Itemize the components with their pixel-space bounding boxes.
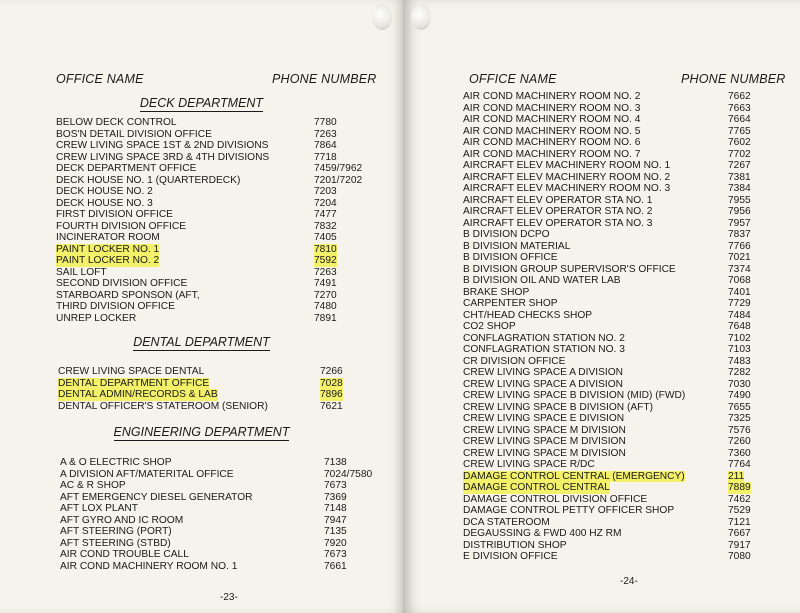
dental-department-list — [58, 366, 388, 412]
office-name: AIR COND MACHINERY ROOM NO. 1 — [60, 560, 238, 572]
phone-number: 7702 — [728, 148, 751, 160]
list-item — [58, 389, 388, 401]
office-name: AC & R SHOP — [60, 480, 126, 491]
phone-number-header: PHONE NUMBER — [681, 72, 786, 86]
office-name: AIRCRAFT ELEV OPERATOR STA NO. 3 — [463, 217, 653, 229]
list-item — [56, 186, 386, 198]
office-name: B DIVISION MATERIAL — [463, 240, 571, 252]
phone-number: 7135 — [324, 526, 347, 537]
phone-number: 7263 — [314, 128, 337, 140]
list-item — [463, 540, 793, 552]
list-item — [463, 298, 793, 310]
office-name: PAINT LOCKER NO. 1 — [56, 243, 160, 255]
office-name: SECOND DIVISION OFFICE — [56, 278, 188, 289]
phone-number: 7673 — [324, 480, 347, 491]
list-item — [463, 448, 793, 460]
phone-number: 7325 — [728, 413, 751, 424]
phone-number: 7462 — [728, 493, 751, 505]
phone-number: 7490 — [728, 390, 751, 401]
office-name: DAMAGE CONTROL CENTRAL — [463, 482, 610, 493]
office-name: INCINERATOR ROOM — [56, 232, 160, 243]
phone-number: 7021 — [728, 252, 751, 263]
phone-number: 7080 — [728, 551, 751, 562]
phone-number: 7810 — [314, 243, 337, 255]
list-item — [56, 301, 386, 313]
office-name-header: OFFICE NAME — [56, 72, 144, 86]
office-name: FIRST DIVISION OFFICE — [56, 209, 173, 220]
phone-number: 7148 — [324, 503, 347, 514]
list-item — [463, 206, 793, 218]
list-item — [60, 492, 390, 504]
phone-number: 7655 — [728, 401, 751, 413]
list-item — [463, 264, 793, 276]
list-item — [463, 172, 793, 184]
binding-hole — [411, 4, 431, 30]
phone-number: 7369 — [324, 491, 347, 503]
office-name: AIR COND MACHINERY ROOM NO. 6 — [463, 137, 641, 148]
phone-number: 7102 — [728, 332, 751, 344]
office-name: DISTRIBUTION SHOP — [463, 539, 567, 551]
list-item — [463, 356, 793, 368]
phone-number: 7204 — [314, 197, 337, 209]
list-item — [463, 229, 793, 241]
office-name: DAMAGE CONTROL CENTRAL (EMERGENCY) — [463, 470, 685, 482]
office-name: CONFLAGRATION STATION NO. 3 — [463, 344, 625, 355]
deck-department-heading — [0, 96, 403, 110]
phone-number: 211 — [728, 470, 745, 482]
office-phone-list — [463, 91, 793, 563]
page-number-left: -23- — [220, 592, 238, 603]
office-name: B DIVISION OIL AND WATER LAB — [463, 275, 621, 286]
office-name: DENTAL OFFICER'S STATEROOM (SENIOR) — [58, 400, 268, 412]
phone-number: 7891 — [314, 312, 337, 324]
office-name: CREW LIVING SPACE E DIVISION — [463, 413, 625, 424]
list-item — [56, 117, 386, 129]
office-name: DECK DEPARTMENT OFFICE — [56, 163, 197, 174]
phone-number-header: PHONE NUMBER — [272, 72, 377, 86]
office-name: UNREP LOCKER — [56, 312, 137, 324]
list-item — [463, 333, 793, 345]
office-name: STARBOARD SPONSON (AFT, — [56, 289, 200, 301]
phone-number: 7203 — [314, 186, 337, 197]
office-name: AIRCRAFT ELEV MACHINERY ROOM NO. 1 — [463, 160, 671, 171]
phone-number: 7030 — [728, 378, 751, 390]
office-name: E DIVISION OFFICE — [463, 551, 558, 562]
office-name: CREW LIVING SPACE B DIVISION (AFT) — [463, 401, 653, 413]
office-name: AIRCRAFT ELEV OPERATOR STA NO. 2 — [463, 206, 653, 217]
office-name: DCA STATEROOM — [463, 516, 550, 528]
phone-number: 7068 — [728, 275, 751, 286]
list-item — [60, 480, 390, 492]
list-item — [463, 137, 793, 149]
phone-number: 7374 — [728, 263, 751, 275]
phone-number: 7263 — [314, 266, 337, 278]
phone-number: 7832 — [314, 220, 337, 232]
phone-number: 7661 — [324, 560, 347, 572]
list-item — [60, 538, 390, 550]
list-item — [463, 310, 793, 322]
phone-number: 7602 — [728, 137, 751, 148]
phone-number: 7529 — [728, 505, 751, 516]
list-item — [56, 255, 386, 267]
phone-number: 7957 — [728, 217, 751, 229]
phone-number: 7764 — [728, 459, 751, 470]
phone-number: 7663 — [728, 102, 751, 114]
phone-number: 7360 — [728, 447, 751, 459]
office-name: DENTAL DEPARTMENT OFFICE — [58, 377, 210, 389]
list-item — [56, 198, 386, 210]
list-item — [463, 402, 793, 414]
list-item — [463, 126, 793, 138]
office-name: AFT EMERGENCY DIESEL GENERATOR — [60, 491, 253, 503]
office-name: DAMAGE CONTROL DIVISION OFFICE — [463, 493, 648, 505]
list-item — [56, 244, 386, 256]
list-item — [56, 232, 386, 244]
phone-number: 7780 — [314, 117, 337, 128]
list-item — [463, 103, 793, 115]
office-name: AFT STEERING (PORT) — [60, 526, 172, 537]
list-item — [463, 275, 793, 287]
office-name: CREW LIVING SPACE 1ST & 2ND DIVISIONS — [56, 140, 269, 151]
right-page — [403, 0, 800, 613]
office-name: A DIVISION AFT/MATERITAL OFFICE — [60, 468, 234, 480]
phone-number: 7381 — [728, 171, 751, 183]
office-name: AIRCRAFT ELEV MACHINERY ROOM NO. 2 — [463, 171, 671, 183]
phone-number: 7662 — [728, 91, 751, 102]
deck-department-list — [56, 117, 386, 324]
phone-number: 7024/7580 — [324, 468, 373, 480]
phone-number: 7766 — [728, 240, 751, 252]
binding-hole — [372, 4, 392, 30]
office-name: AIRCRAFT ELEV OPERATOR STA NO. 1 — [463, 194, 653, 206]
office-name: AFT LOX PLANT — [60, 503, 138, 514]
phone-number: 7270 — [314, 289, 337, 301]
office-name: CREW LIVING SPACE B DIVISION (MID) (FWD) — [463, 390, 686, 401]
list-item — [58, 366, 388, 378]
list-item — [56, 129, 386, 141]
list-item — [56, 140, 386, 152]
phone-number: 7664 — [728, 114, 751, 125]
list-item — [463, 471, 793, 483]
phone-number: 7718 — [314, 151, 337, 163]
list-item — [463, 114, 793, 126]
list-item — [56, 163, 386, 175]
list-item — [60, 503, 390, 515]
list-item — [463, 494, 793, 506]
office-name: THIRD DIVISION OFFICE — [56, 301, 175, 312]
office-name: CREW LIVING SPACE M DIVISION — [463, 447, 626, 459]
list-item — [58, 378, 388, 390]
office-name: FOURTH DIVISION OFFICE — [56, 220, 186, 232]
list-item — [463, 195, 793, 207]
list-item — [463, 367, 793, 379]
list-item — [56, 313, 386, 325]
phone-number: 7484 — [728, 309, 751, 321]
list-item — [463, 160, 793, 172]
phone-number: 7138 — [324, 457, 347, 468]
office-name: DENTAL ADMIN/RECORDS & LAB — [58, 389, 218, 400]
list-item — [463, 321, 793, 333]
list-item — [463, 482, 793, 494]
office-name: CREW LIVING SPACE DENTAL — [58, 366, 205, 377]
phone-number: 7483 — [728, 355, 751, 367]
list-item — [463, 425, 793, 437]
office-name: BOS'N DETAIL DIVISION OFFICE — [56, 128, 212, 140]
office-name: B DIVISION DCPO — [463, 229, 550, 240]
list-item — [56, 209, 386, 221]
phone-number: 7947 — [324, 514, 347, 526]
office-name: PAINT LOCKER NO. 2 — [56, 255, 160, 266]
list-item — [56, 290, 386, 302]
office-name: SAIL LOFT — [56, 266, 107, 278]
phone-number: 7201/7202 — [314, 174, 363, 186]
list-item — [60, 549, 390, 561]
phone-number: 7028 — [320, 377, 343, 389]
phone-number: 7103 — [728, 344, 751, 355]
office-name: CREW LIVING SPACE A DIVISION — [463, 378, 624, 390]
office-name: CREW LIVING SPACE M DIVISION — [463, 436, 626, 447]
deck-department-title: DECK DEPARTMENT — [139, 96, 264, 110]
list-item — [463, 528, 793, 540]
phone-number: 7621 — [320, 400, 343, 412]
list-item — [56, 221, 386, 233]
list-item — [463, 91, 793, 103]
office-name: AFT GYRO AND IC ROOM — [60, 514, 184, 526]
list-item — [463, 436, 793, 448]
phone-number: 7260 — [728, 436, 751, 447]
phone-number: 7282 — [728, 367, 751, 378]
list-item — [60, 469, 390, 481]
phone-number: 7266 — [320, 366, 343, 377]
office-name: B DIVISION GROUP SUPERVISOR'S OFFICE — [463, 263, 676, 275]
phone-number: 7592 — [314, 255, 337, 266]
office-name: DECK HOUSE NO. 1 (QUARTERDECK) — [56, 174, 241, 186]
office-name: A & O ELECTRIC SHOP — [60, 457, 172, 468]
office-name: CR DIVISION OFFICE — [463, 355, 566, 367]
phone-number: 7917 — [728, 539, 751, 551]
list-item — [463, 459, 793, 471]
list-item — [60, 561, 390, 573]
office-name: BELOW DECK CONTROL — [56, 117, 177, 128]
phone-number: 7491 — [314, 278, 337, 289]
phone-number: 7405 — [314, 232, 337, 243]
list-item — [463, 344, 793, 356]
list-item — [56, 175, 386, 187]
office-name: DECK HOUSE NO. 3 — [56, 197, 153, 209]
list-item — [56, 278, 386, 290]
engineering-department-heading — [0, 425, 403, 439]
phone-number: 7459/7962 — [314, 163, 363, 174]
list-item — [463, 183, 793, 195]
phone-number: 7576 — [728, 424, 751, 436]
list-item — [463, 287, 793, 299]
phone-number: 7956 — [728, 206, 751, 217]
office-name: AIR COND MACHINERY ROOM NO. 5 — [463, 125, 641, 137]
phone-number: 7729 — [728, 298, 751, 309]
phone-number: 7765 — [728, 125, 751, 137]
phone-number: 7267 — [728, 160, 751, 171]
office-name: AIR COND MACHINERY ROOM NO. 3 — [463, 102, 641, 114]
engineering-department-title: ENGINEERING DEPARTMENT — [113, 425, 290, 439]
list-item — [60, 515, 390, 527]
phone-number: 7896 — [320, 389, 343, 400]
office-name: CREW LIVING SPACE A DIVISION — [463, 367, 624, 378]
list-item — [463, 517, 793, 529]
phone-number: 7667 — [728, 528, 751, 539]
list-item — [463, 390, 793, 402]
office-name: AIR COND MACHINERY ROOM NO. 4 — [463, 114, 641, 125]
office-name: DEGAUSSING & FWD 400 HZ RM — [463, 528, 622, 539]
list-item — [58, 401, 388, 413]
office-name: B DIVISION OFFICE — [463, 252, 558, 263]
engineering-department-list — [60, 457, 390, 572]
phone-number: 7837 — [728, 229, 751, 240]
phone-number: 7673 — [324, 549, 347, 560]
office-name: BRAKE SHOP — [463, 286, 530, 298]
phone-number: 7864 — [314, 140, 337, 151]
list-item — [463, 379, 793, 391]
office-name: AIR COND MACHINERY ROOM NO. 2 — [463, 91, 641, 102]
phone-number: 7121 — [728, 516, 751, 528]
list-item — [463, 241, 793, 253]
list-item — [463, 252, 793, 264]
phone-number: 7477 — [314, 209, 337, 220]
list-item — [463, 551, 793, 563]
list-item — [56, 152, 386, 164]
office-name: CREW LIVING SPACE 3RD & 4TH DIVISIONS — [56, 151, 270, 163]
phone-number: 7384 — [728, 183, 751, 194]
office-name: CREW LIVING SPACE M DIVISION — [463, 424, 626, 436]
list-item — [56, 267, 386, 279]
phone-number: 7648 — [728, 321, 751, 332]
list-item — [463, 149, 793, 161]
list-item — [60, 457, 390, 469]
page-number-right: -24- — [620, 576, 638, 587]
list-item — [463, 505, 793, 517]
office-name: DECK HOUSE NO. 2 — [56, 186, 153, 197]
phone-number: 7889 — [728, 482, 751, 493]
office-name-header: OFFICE NAME — [469, 72, 557, 86]
phone-number: 7480 — [314, 301, 337, 312]
list-item — [60, 526, 390, 538]
dental-department-title: DENTAL DEPARTMENT — [133, 335, 270, 349]
office-name: AIR COND TROUBLE CALL — [60, 549, 189, 560]
office-name: AIRCRAFT ELEV MACHINERY ROOM NO. 3 — [463, 183, 671, 194]
list-item — [463, 413, 793, 425]
office-name: CONFLAGRATION STATION NO. 2 — [463, 332, 625, 344]
phone-number: 7920 — [324, 537, 347, 549]
office-name: CARPENTER SHOP — [463, 298, 558, 309]
phone-number: 7401 — [728, 286, 751, 298]
office-name: CREW LIVING SPACE R/DC — [463, 459, 595, 470]
dental-department-heading — [0, 335, 403, 349]
office-name: AIR COND MACHINERY ROOM NO. 7 — [463, 148, 641, 160]
phone-number: 7955 — [728, 194, 751, 206]
office-name: CHT/HEAD CHECKS SHOP — [463, 309, 593, 321]
office-name: AFT STEERING (STBD) — [60, 537, 171, 549]
office-name: DAMAGE CONTROL PETTY OFFICER SHOP — [463, 505, 675, 516]
list-item — [463, 218, 793, 230]
office-name: CO2 SHOP — [463, 321, 516, 332]
